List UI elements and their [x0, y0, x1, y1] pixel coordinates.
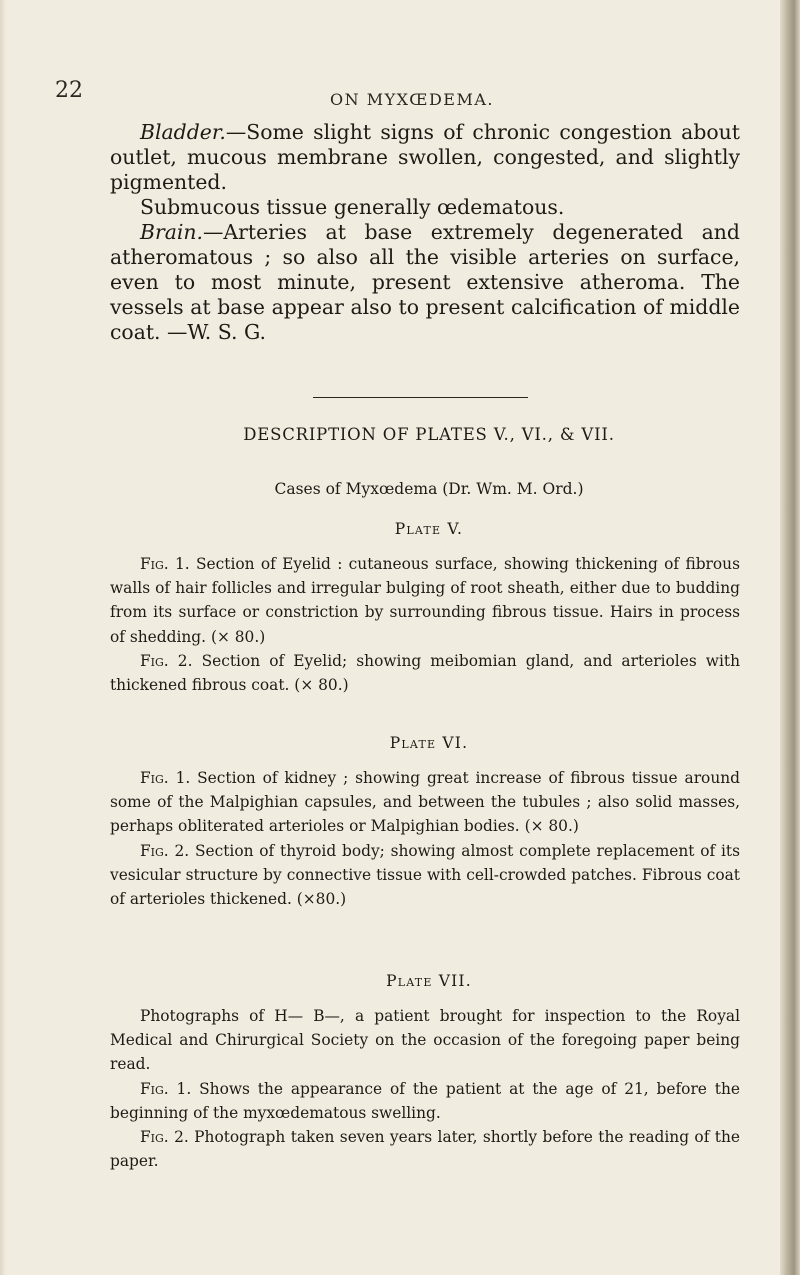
plate-vi-fig-1	[110, 766, 740, 839]
fig-text: Shows the appearance of the patient at the age of 21, before the beginning of the myxœdematous swelling.	[110, 1079, 740, 1122]
bladder-lead: Bladder.	[140, 120, 226, 144]
fig-label: Fig. 1.	[140, 555, 190, 573]
section-heading: DESCRIPTION OF PLATES V., VI., & VII.	[243, 425, 615, 444]
brain-lead: Brain.	[140, 220, 204, 244]
fig-text: Section of kidney ; showing great increase of fibrous tissue around some of the Malpighian capsules, and between the tubules ; also solid masses, perhaps obliterated arterioles or Malpighian bodies. (× 80.)	[110, 769, 740, 836]
plate-vii-intro: Photographs of H— B—, a patient brought for inspection to the Royal Medical and Chirurgical Society on the occasion of the foregoing paper being read.	[110, 1007, 740, 1074]
fig-label: Fig. 2.	[140, 651, 193, 670]
brain-paragraph	[110, 220, 740, 345]
plate-vi-block	[110, 766, 740, 911]
plate-vi-fig-2	[110, 839, 740, 912]
plate-v-title: Plate V.	[394, 520, 464, 538]
page-number: 22	[55, 78, 83, 103]
plate-v-block	[110, 552, 740, 697]
submucous-text: Submucous tissue generally œdematous.	[140, 195, 565, 219]
plate-vii-fig-2	[110, 1125, 740, 1173]
section-divider	[313, 397, 528, 398]
fig-label: Fig. 2.	[140, 1128, 189, 1147]
plate-vii-title: Plate VII.	[386, 972, 472, 990]
plate-v-fig-2	[110, 649, 740, 697]
fig-text: Section of thyroid body; showing almost complete replacement of its vesicular structure by connective tissue with cell-crowded patches. Fibrous coat of arterioles thickened. (×80.)	[110, 841, 740, 909]
plate-vii-fig-1	[110, 1077, 740, 1125]
bladder-paragraph	[110, 120, 740, 195]
fig-text: Section of Eyelid : cutaneous surface, showing thickening of fibrous walls of hair follicles and irregular bulging of root sheath, either due to budding from its surface or constriction by surrounding fibrous tissue. Hairs in process of shedding. (× 80.)	[110, 555, 740, 646]
fig-text: Section of Eyelid; showing meibomian gland, and arterioles with thickened fibrous coat. (× 80.)	[110, 651, 741, 695]
bladder-text: —Some slight signs of chronic congestion about outlet, mucous membrane swollen, congested, and slightly pigmented.	[110, 120, 740, 194]
plate-v-fig-1	[110, 552, 740, 649]
fig-text: Photograph taken seven years later, shortly before the reading of the paper.	[110, 1128, 740, 1171]
fig-label: Fig. 1.	[140, 769, 191, 787]
plate-vii-block	[110, 1004, 740, 1173]
running-head: ON MYXŒDEMA.	[330, 90, 494, 109]
intro-block	[110, 120, 740, 345]
plate-vi-title: Plate VI.	[389, 734, 469, 752]
submucous-paragraph	[110, 195, 740, 220]
section-subheading: Cases of Myxœdema (Dr. Wm. M. Ord.)	[274, 480, 584, 498]
fig-label: Fig. 2.	[140, 841, 190, 860]
brain-text: —Arteries at base extremely degenerated and atheromatous ; so also all the visible arteries on surface, even to most minute, present extensive atheroma. The vessels at base appear also to present calcification of middle coat. —W. S. G.	[110, 220, 740, 344]
page-right-edge	[780, 0, 800, 1275]
fig-label: Fig. 1.	[140, 1079, 192, 1098]
